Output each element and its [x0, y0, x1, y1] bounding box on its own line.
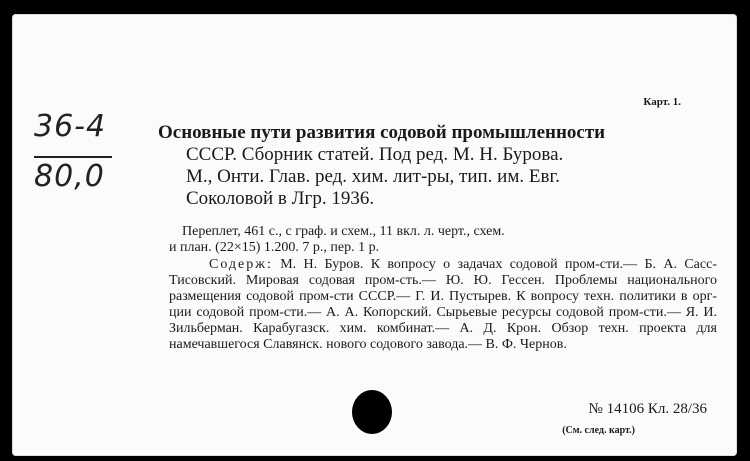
call-number-bottom: 80,0 — [34, 159, 105, 194]
call-number-divider — [34, 156, 112, 158]
contents-note — [169, 257, 717, 353]
see-next-card: (См. след. карт.) — [562, 425, 635, 436]
physical-description-line-1: Переплет, 461 с., с граф. и схем., 11 вкл. л. черт., схем. — [182, 224, 505, 239]
punch-hole — [352, 390, 392, 434]
bibliographic-title — [158, 122, 714, 210]
call-number-top: 36-4 — [34, 109, 107, 144]
physical-description-line-2: и план. (22×15) 1.200. 7 р., пер. 1 р. — [169, 240, 380, 255]
call-number — [34, 109, 107, 194]
contents-label: Содерж: — [209, 257, 273, 272]
card-number: Карт. 1. — [643, 96, 681, 108]
catalog-card — [12, 14, 737, 456]
record-number: № 14106 Кл. 28/36 — [588, 401, 707, 417]
title-line-2: СССР. Сборник статей. Под ред. М. Н. Бурова. — [186, 144, 564, 165]
title-line-1: Основные пути развития содовой промышленности — [158, 122, 606, 143]
contents-text: М. Н. Буров. К вопросу о задачах содовой пром-сти.— Б. А. Сасс-Тисовский. Мировая содовая пром-сть.— Ю. Ю. Гессен. Проблемы национального размещения содовой пром-сти СССР.— Г. И. Пустырев. К вопросу техн. политики в орг-ции содовой пром-сти.— А. А. Копорский. Сырьевые ресурсы содовой пром-сти.— Я. И. Зильберман. Карабугазск. хим. комбинат.— А. Д. Крон. Обзор техн. проекта для намечавшегося Славянск. нового содового завода.— В. Ф. Чернов. — [169, 257, 717, 352]
title-line-4: Соколовой в Лгр. 1936. — [186, 188, 375, 209]
title-line-3: М., Онти. Глав. ред. хим. лит-ры, тип. им. Евг. — [186, 166, 560, 187]
